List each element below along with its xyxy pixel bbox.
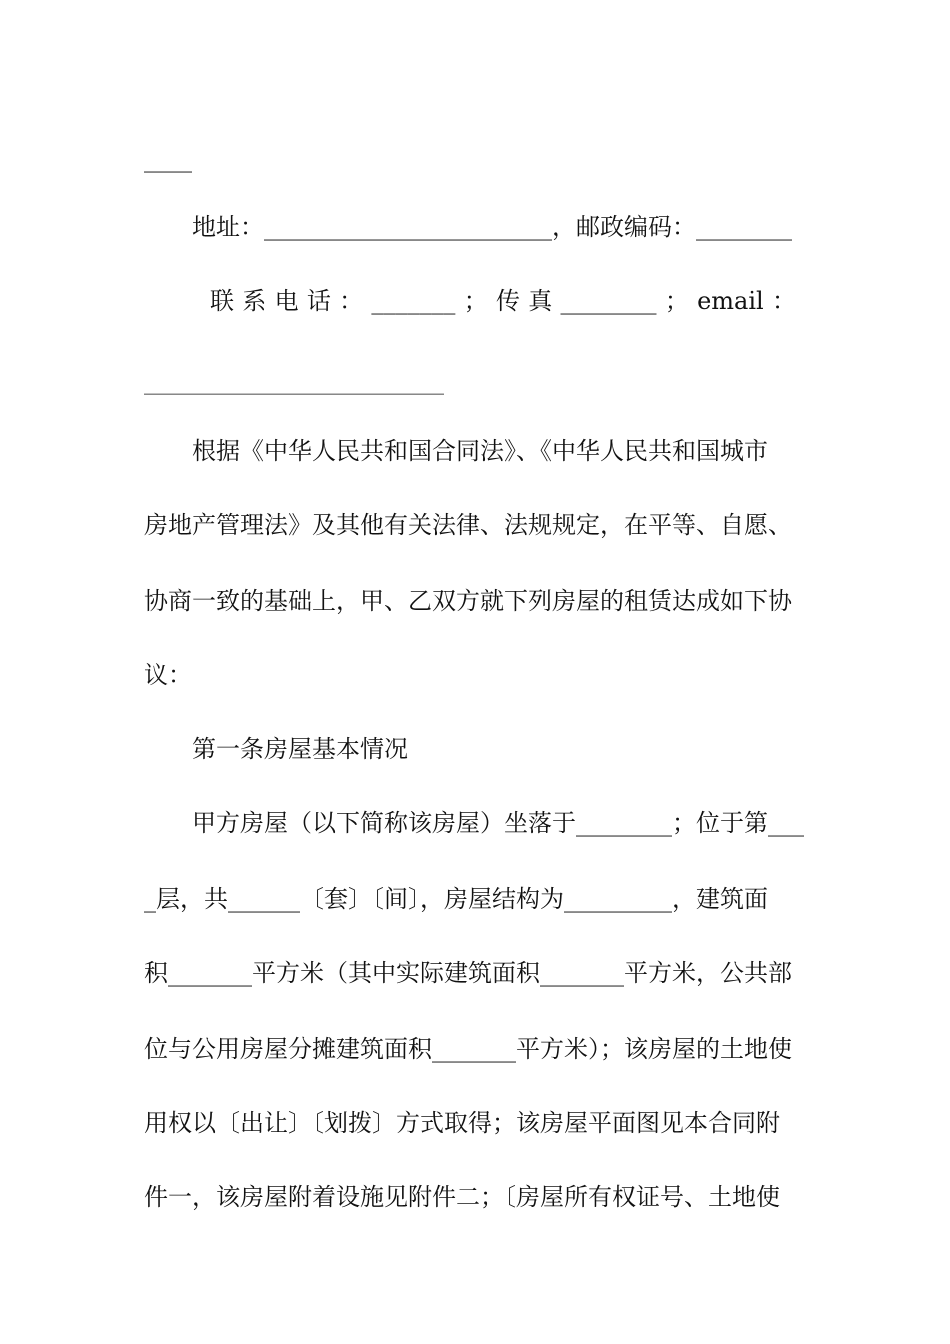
contact-part: ； <box>463 287 488 315</box>
paragraph-line: 件一，该房屋附着设施见附件二；〔房屋所有权证号、土地使 <box>144 1183 780 1211</box>
contact-part: 联 <box>210 287 234 315</box>
email-label: email <box>697 287 764 315</box>
phone-blank: _______ <box>371 287 456 315</box>
contact-part: ： <box>339 287 364 315</box>
contact-part: 系 <box>242 287 267 315</box>
contact-line <box>210 286 796 316</box>
email-blank-line: ______________________________ <box>144 371 444 395</box>
paragraph-line: 位与公用房屋分摊建筑面积_______平方米）；该房屋的土地使 <box>144 1035 792 1063</box>
paragraph-line: 甲方房屋（以下简称该房屋）坐落于________；位于第___ <box>192 809 804 837</box>
contact-part: ： <box>772 287 796 315</box>
contact-part: ； <box>664 287 689 315</box>
paragraph-line: _层，共______〔套〕〔间〕，房屋结构为_________，建筑面 <box>144 885 768 913</box>
top-blank-line: ____ <box>144 145 192 173</box>
paragraph-line: 房地产管理法》及其他有关法律、法规规定，在平等、自愿、 <box>144 511 792 539</box>
paragraph-line: 积_______平方米（其中实际建筑面积_______平方米，公共部 <box>144 959 792 987</box>
paragraph-line: 根据《中华人民共和国合同法》、《中华人民共和国城市 <box>192 437 768 465</box>
contact-part: 传 <box>495 287 520 315</box>
contact-part: 话 <box>306 287 331 315</box>
fax-blank: ________ <box>560 287 657 315</box>
contact-part: 真 <box>528 287 553 315</box>
contact-part: 电 <box>274 287 299 315</box>
section-heading: 第一条房屋基本情况 <box>192 735 408 763</box>
address-line: 地址：________________________，邮政编码：________ <box>192 213 792 241</box>
paragraph-line: 协商一致的基础上，甲、乙双方就下列房屋的租赁达成如下协 <box>144 587 792 615</box>
paragraph-line: 用权以〔出让〕〔划拨〕方式取得；该房屋平面图见本合同附 <box>144 1109 780 1137</box>
paragraph-line: 议： <box>144 661 192 689</box>
